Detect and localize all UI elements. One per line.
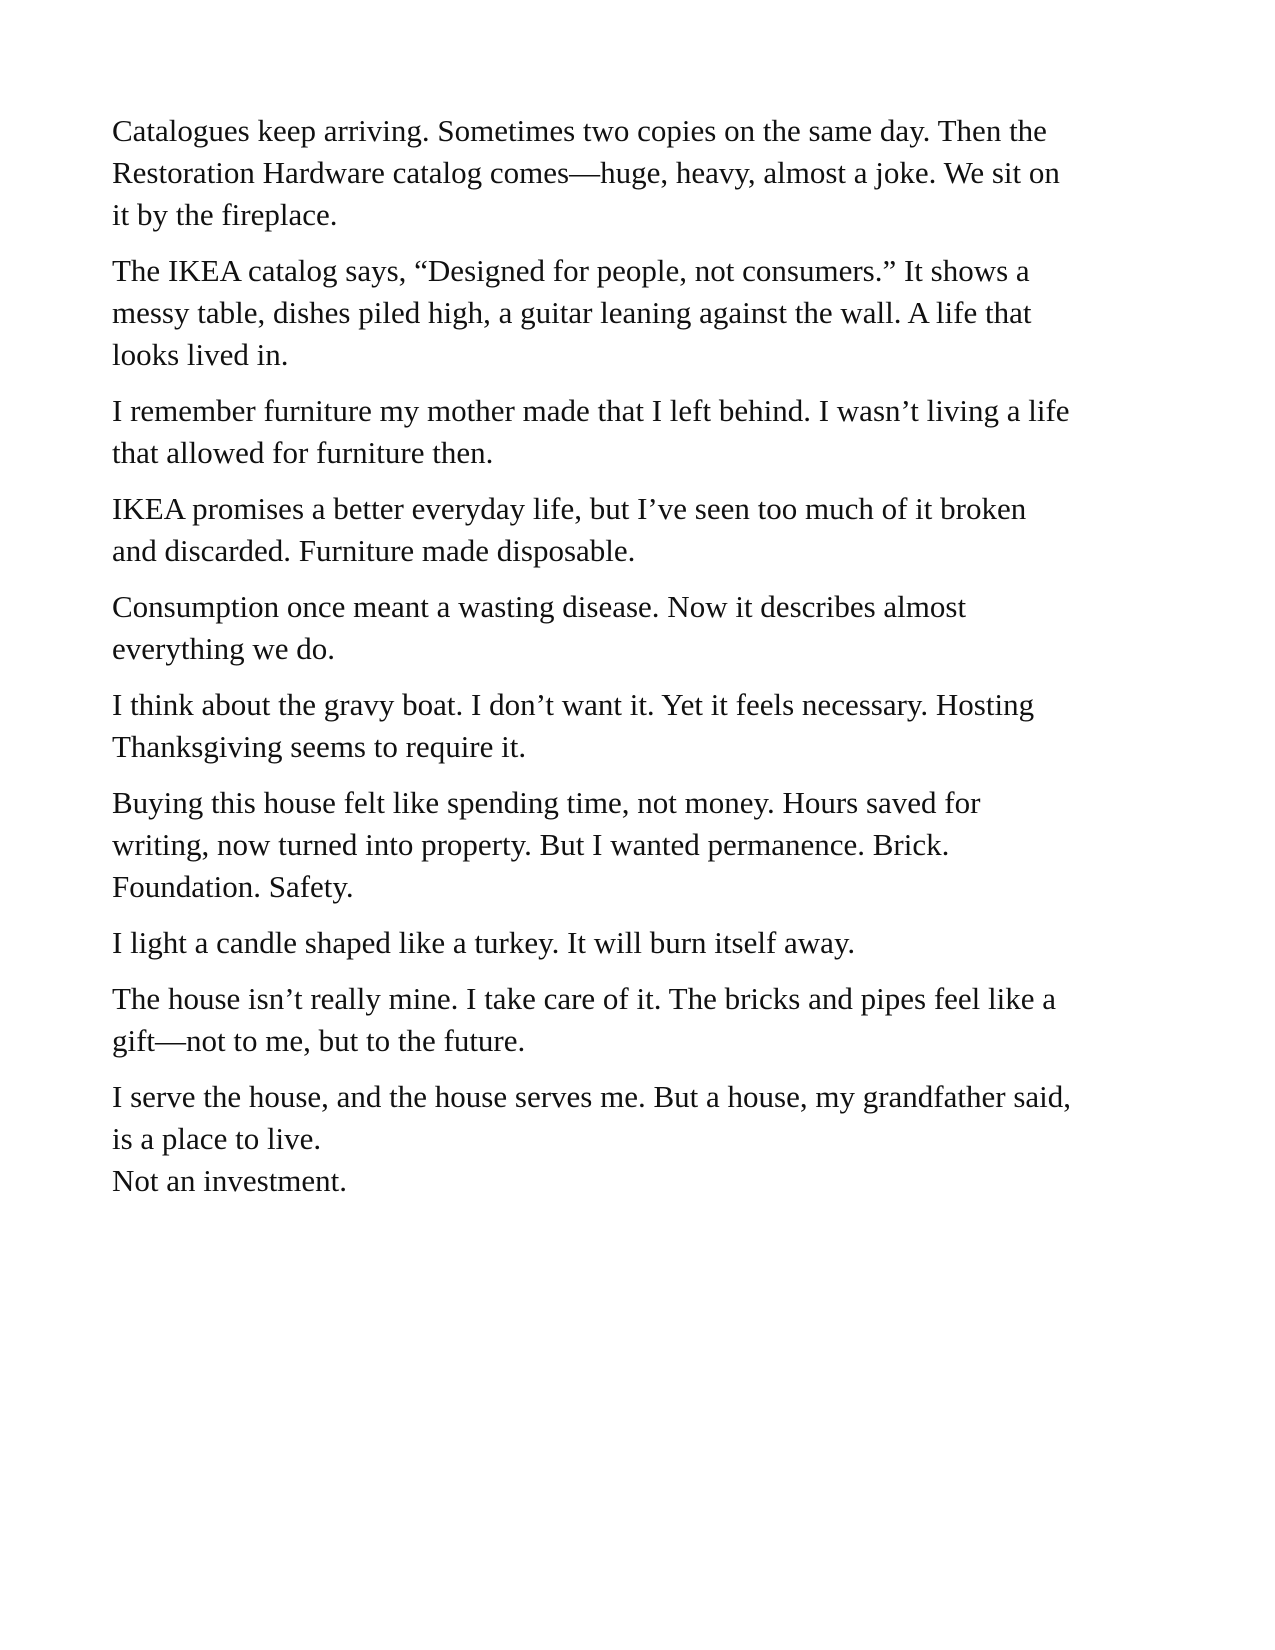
text-line: Restoration Hardware catalog comes—huge, heavy, almost a joke. We sit on xyxy=(112,155,1060,190)
text-line: looks lived in. xyxy=(112,337,289,372)
text-line: writing, now turned into property. But I wanted permanence. Brick. xyxy=(112,827,950,862)
document-page xyxy=(112,110,1112,1216)
text-line: Catalogues keep arriving. Sometimes two copies on the same day. Then the xyxy=(112,113,1047,148)
text-line: that allowed for furniture then. xyxy=(112,435,494,470)
text-line: Not an investment. xyxy=(112,1163,348,1198)
text-line: I remember furniture my mother made that I left behind. I wasn’t living a life xyxy=(112,393,1070,428)
paragraph-ikea-promises xyxy=(112,488,1112,572)
text-line: Foundation. Safety. xyxy=(112,869,354,904)
text-line: Consumption once meant a wasting disease. Now it describes almost xyxy=(112,589,967,624)
text-line: is a place to live. xyxy=(112,1121,322,1156)
text-line: IKEA promises a better everyday life, but I’ve seen too much of it broken xyxy=(112,491,1027,526)
text-line: it by the fireplace. xyxy=(112,197,338,232)
text-line: The IKEA catalog says, “Designed for people, not consumers.” It shows a xyxy=(112,253,1030,288)
text-line: I light a candle shaped like a turkey. It will burn itself away. xyxy=(112,925,856,960)
paragraph-mother-furniture xyxy=(112,390,1112,474)
paragraph-gravy-boat xyxy=(112,684,1112,768)
text-line: Buying this house felt like spending time, not money. Hours saved for xyxy=(112,785,981,820)
text-line: messy table, dishes piled high, a guitar leaning against the wall. A life that xyxy=(112,295,1032,330)
paragraph-ikea-catalog xyxy=(112,250,1112,376)
paragraph-buying-house xyxy=(112,782,1112,908)
text-line: and discarded. Furniture made disposable. xyxy=(112,533,636,568)
text-line: The house isn’t really mine. I take care of it. The bricks and pipes feel like a xyxy=(112,981,1057,1016)
text-line: everything we do. xyxy=(112,631,335,666)
paragraph-catalogues xyxy=(112,110,1112,236)
text-line: I serve the house, and the house serves me. But a house, my grandfather said, xyxy=(112,1079,1072,1114)
paragraph-house-not-mine xyxy=(112,978,1112,1062)
text-line: gift—not to me, but to the future. xyxy=(112,1023,526,1058)
text-line: I think about the gravy boat. I don’t want it. Yet it feels necessary. Hosting xyxy=(112,687,1035,722)
paragraph-serve-house xyxy=(112,1076,1112,1202)
paragraph-consumption xyxy=(112,586,1112,670)
paragraph-candle xyxy=(112,922,1112,964)
text-line: Thanksgiving seems to require it. xyxy=(112,729,527,764)
